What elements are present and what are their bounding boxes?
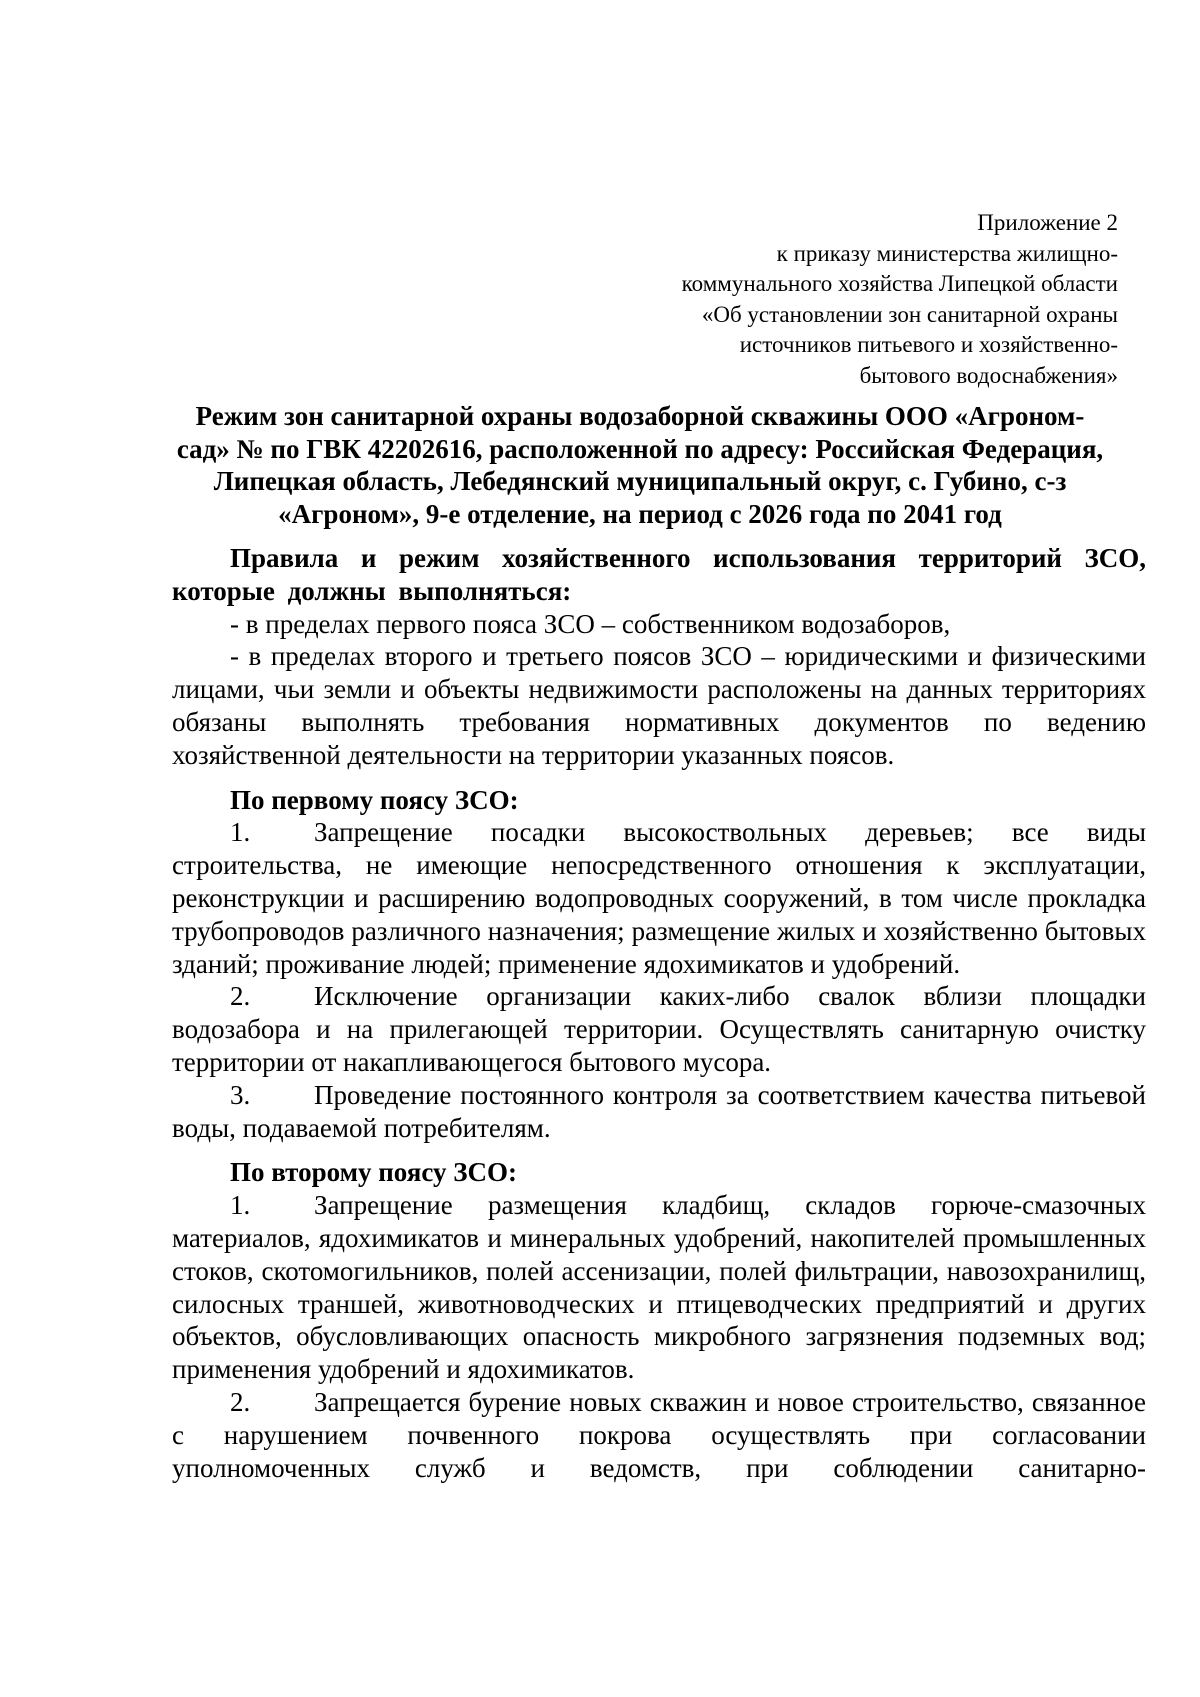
first-belt-item-1 bbox=[172, 816, 1146, 980]
item-number: 2. bbox=[230, 981, 251, 1012]
document-body bbox=[172, 542, 1146, 1484]
item-text: Исключение организации каких-либо свалок вблизи площадки водозабора и на прилегающей территории. Осуществлять санитарную очистку территории от накапливающегося бытового мусора. bbox=[172, 981, 1146, 1077]
title-line: Липецкая область, Лебедянский муниципальный округ, с. Губино, с-з bbox=[213, 466, 1067, 496]
item-text: Запрещение размещения кладбищ, складов горюче-смазочных материалов, ядохимикатов и минеральных удобрений, накопителей промышленных стоков, скотомогильников, полей ассенизации, полей фильтрации, навозохранилищ, силосных траншей, животноводческих и птицеводческих предприятий и других объектов, обусловливающих опасность микробного загрязнения подземных вод; применения удобрений и ядохимикатов. bbox=[172, 1190, 1146, 1385]
item-number: 1. bbox=[230, 1190, 251, 1221]
title-line: сад» № по ГВК 42202616, расположенной по адресу: Российская Федерация, bbox=[176, 433, 1104, 464]
appendix-line: Приложение 2 bbox=[977, 210, 1118, 235]
item-number: 3. bbox=[230, 1079, 251, 1110]
second-belt-item-2 bbox=[172, 1386, 1146, 1484]
document-title bbox=[160, 400, 1120, 530]
appendix-line: к приказу министерства жилищно- bbox=[776, 240, 1118, 266]
second-belt-heading: По второму поясу ЗСО: bbox=[230, 1157, 517, 1188]
appendix-line: коммунального хозяйства Липецкой области bbox=[681, 271, 1118, 296]
rules-item-second-third-belts: - в пределах второго и третьего поясов ЗСО – юридическими и физическими лицами, чьи земли и объекты недвижимости расположены на данных территориях обязаны выполнять требования нормативных документов по ведению хозяйственной деятельности на территории указанных поясов. bbox=[172, 641, 1146, 770]
appendix-line: источников питьевого и хозяйственно- bbox=[739, 332, 1118, 357]
rules-heading: Правила и режим хозяйственного использования территорий ЗСО, которые должны выполняться: bbox=[172, 543, 1146, 606]
item-text: Запрещение посадки высокоствольных деревьев; все виды строительства, не имеющие непосредственного отношения к эксплуатации, реконструкции и расширению водопроводных сооружений, в том числе прокладка трубопроводов различного назначения; размещение жилых и хозяйственно бытовых зданий; проживание людей; применение ядохимикатов и удобрений. bbox=[172, 817, 1146, 979]
first-belt-item-2 bbox=[172, 980, 1146, 1078]
item-number: 1. bbox=[230, 817, 251, 848]
appendix-note bbox=[558, 208, 1118, 391]
rules-item-first-belt: - в пределах первого пояса ЗСО – собственником водозаборов, bbox=[230, 608, 951, 639]
first-belt-heading: По первому поясу ЗСО: bbox=[230, 784, 519, 815]
second-belt-item-1 bbox=[172, 1189, 1146, 1386]
item-text: Запрещается бурение новых скважин и новое строительство, связанное с нарушением почвенного покрова осуществлять при согласовании уполномоченных служб и ведомств, при соблюдении санитарно- bbox=[172, 1386, 1146, 1483]
title-line: Режим зон санитарной охраны водозаборной скважины ООО «Агроном- bbox=[195, 401, 1085, 431]
item-text: Проведение постоянного контроля за соответствием качества питьевой воды, подаваемой потребителям. bbox=[172, 1079, 1146, 1143]
appendix-line: «Об установлении зон санитарной охраны bbox=[701, 301, 1118, 327]
appendix-line: бытового водоснабжения» bbox=[859, 362, 1118, 388]
first-belt-item-3 bbox=[172, 1079, 1146, 1145]
title-line: «Агроном», 9-е отделение, на период с 2026 года по 2041 год bbox=[278, 498, 1002, 529]
item-number: 2. bbox=[230, 1386, 251, 1417]
